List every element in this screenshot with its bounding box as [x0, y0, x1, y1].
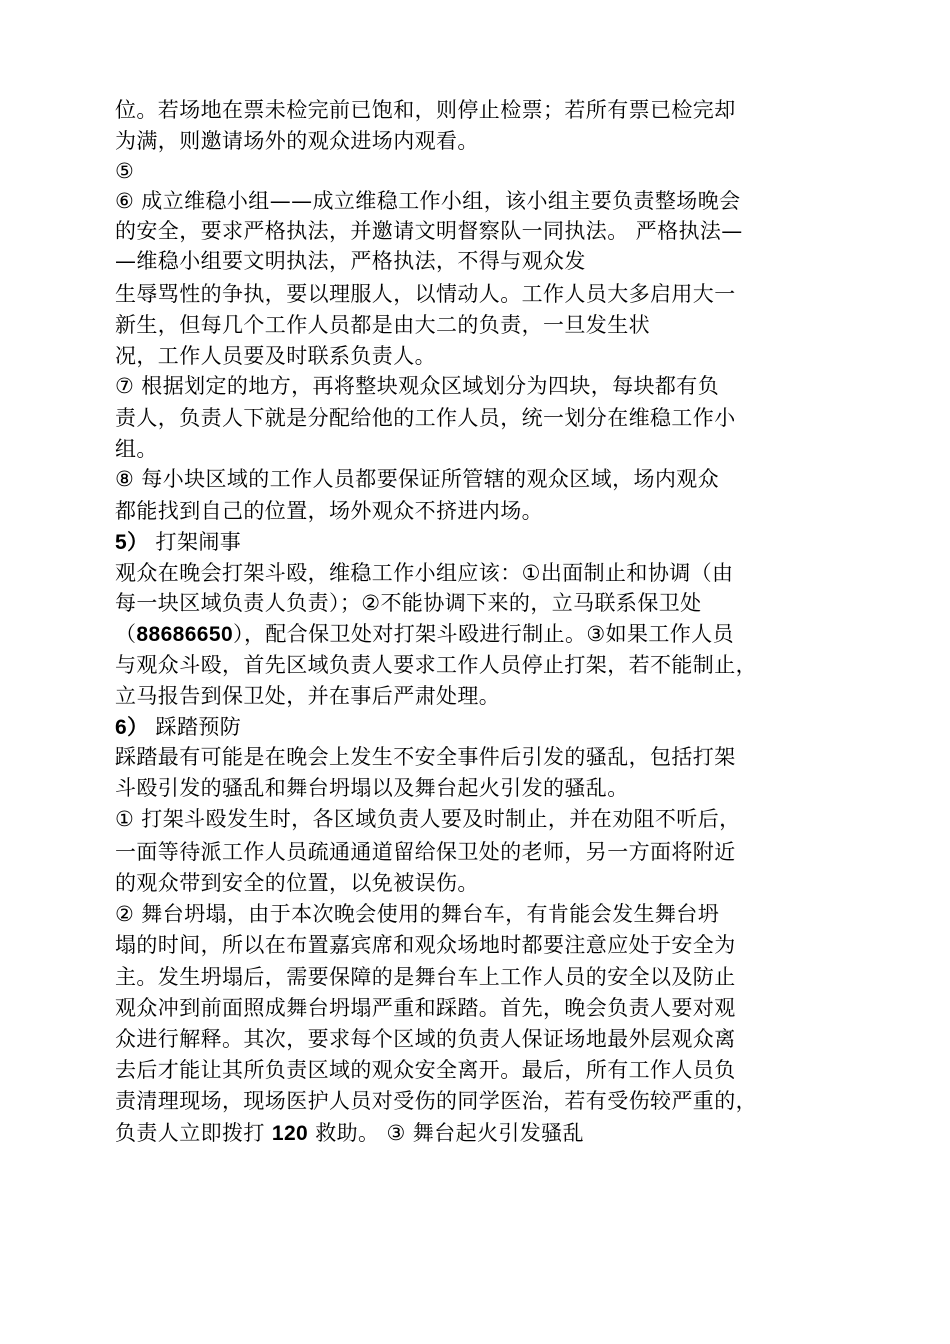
section-5-number: 5）: [115, 531, 149, 554]
text-line: ② 舞台坍塌，由于本次晚会使用的舞台车，有肯能会发生舞台坍: [115, 902, 720, 926]
text-line: [115, 1118, 584, 1148]
text-line: 位。若场地在票未检完前已饱和，则停止检票；若所有票已检完却: [115, 98, 736, 122]
text-line: 每一块区域负责人负责）；②不能协调下来的，立马联系保卫处: [115, 591, 702, 615]
text-line: 的观众带到安全的位置，以免被误伤。: [115, 871, 479, 895]
text-line: 况，工作人员要及时联系负责人。: [115, 344, 436, 368]
section-5-heading: [115, 527, 241, 557]
text-line: 的安全，要求严格执法，并邀请文明督察队一同执法。 严格执法—: [115, 219, 743, 243]
text-line: ⑥ 成立维稳小组——成立维稳工作小组，该小组主要负责整场晚会: [115, 189, 741, 213]
security-phone-number: 88686650: [136, 623, 234, 646]
section-5-title: 打架闹事: [148, 530, 242, 554]
text-line: 组。: [115, 437, 158, 461]
text-line: 斗殴引发的骚乱和舞台坍塌以及舞台起火引发的骚乱。: [115, 776, 629, 800]
text-segment: 救助。 ③ 舞台起火引发骚乱: [308, 1121, 584, 1145]
text-line: ⑦ 根据划定的地方，再将整块观众区域划分为四块，每块都有负: [115, 374, 720, 398]
paren-open: （: [115, 622, 137, 646]
text-line: 观众冲到前面照成舞台坍塌严重和踩踏。首先，晚会负责人要对观: [115, 996, 736, 1020]
text-line: 观众在晚会打架斗殴，维稳工作小组应该：①出面制止和协调（由: [115, 561, 734, 585]
text-segment: ），配合保卫处对打架斗殴进行制止。③如果工作人员: [233, 622, 734, 646]
emergency-number: 120: [271, 1122, 309, 1145]
text-line: 一面等待派工作人员疏通通道留给保卫处的老师，另一方面将附近: [115, 840, 736, 864]
text-line: 责人，负责人下就是分配给他的工作人员，统一划分在维稳工作小: [115, 406, 736, 430]
text-line: 踩踏最有可能是在晚会上发生不安全事件后引发的骚乱，包括打架: [115, 745, 736, 769]
text-line: 生辱骂性的争执，要以理服人，以情动人。工作人员大多启用大一: [115, 282, 736, 306]
text-line: 立马报告到保卫处，并在事后严肃处理。: [115, 684, 501, 708]
text-segment: 负责人立即拨打: [115, 1121, 272, 1145]
text-line: ① 打架斗殴发生时，各区域负责人要及时制止，并在劝阻不听后，: [115, 807, 741, 831]
text-line: 新生，但每几个工作人员都是由大二的负责，一旦发生状: [115, 313, 650, 337]
text-line: 与观众斗殴，首先区域负责人要求工作人员停止打架，若不能制止，: [115, 653, 757, 677]
text-line: ⑤: [115, 159, 135, 183]
text-line: 责清理现场，现场医护人员对受伤的同学医治，若有受伤较严重的，: [115, 1089, 757, 1113]
text-line: ⑧ 每小块区域的工作人员都要保证所管辖的观众区域，场内观众: [115, 467, 720, 491]
text-line: —维稳小组要文明执法，严格执法，不得与观众发: [115, 249, 586, 273]
section-6-number: 6）: [115, 716, 149, 739]
text-line: 众进行解释。其次，要求每个区域的负责人保证场地最外层观众离: [115, 1027, 736, 1051]
section-6-title: 踩踏预防: [148, 715, 242, 739]
text-line: 去后才能让其所负责区域的观众安全离开。最后，所有工作人员负: [115, 1058, 736, 1082]
text-line: 主。发生坍塌后，需要保障的是舞台车上工作人员的安全以及防止: [115, 965, 736, 989]
text-line: 都能找到自己的位置，场外观众不挤进内场。: [115, 499, 543, 523]
text-line: 塌的时间，所以在布置嘉宾席和观众场地时都要注意应处于安全为: [115, 933, 736, 957]
text-line: [115, 619, 734, 649]
section-6-heading: [115, 712, 241, 742]
text-line: 为满，则邀请场外的观众进场内观看。: [115, 129, 479, 153]
